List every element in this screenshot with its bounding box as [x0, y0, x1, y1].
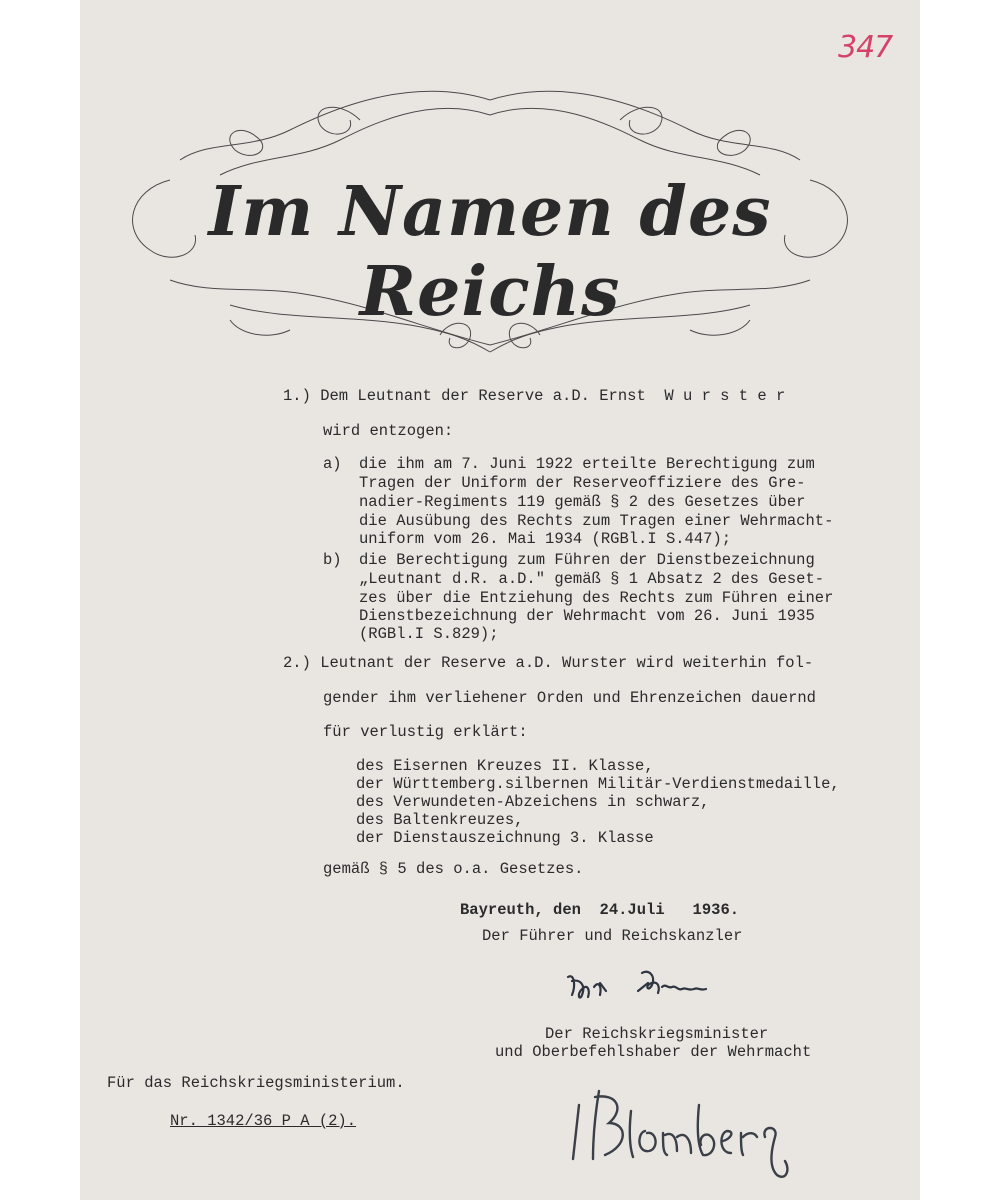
heading-title: Im Namen des Reichs [208, 172, 772, 332]
decoration-item: des Eisernen Kreuzes II. Klasse, [356, 757, 654, 775]
item-b-line: (RGBl.I S.829); [359, 625, 499, 643]
decoration-item: des Verwundeten-Abzeichens in schwarz, [356, 793, 710, 811]
section1-intro: 1.) Dem Leutnant der Reserve a.D. Ernst W u r s t e r [283, 387, 786, 405]
reference-number: Nr. 1342/36 P A (2). [170, 1112, 357, 1130]
decoration-item: der Württemberg.silbernen Militär-Verdienstmedaille, [356, 775, 840, 793]
decoration-item: des Baltenkreuzes, [356, 811, 524, 829]
item-a-line: die Ausübung des Rechts zum Tragen einer Wehrmacht- [359, 512, 834, 530]
signatory1-title: Der Führer und Reichskanzler [482, 927, 743, 945]
calligraphic-heading [110, 80, 870, 360]
section1-revoked-label: wird entzogen: [323, 422, 454, 440]
item-a-line: uniform vom 26. Mai 1934 (RGBl.I S.447); [359, 530, 732, 548]
legal-basis: gemäß § 5 des o.a. Gesetzes. [323, 860, 584, 878]
item-b-line: Dienstbezeichnung der Wehrmacht vom 26. Juni 1935 [359, 607, 815, 625]
item-a-line: nadier-Regiments 119 gemäß § 2 des Gesetzes über [359, 493, 806, 511]
item-b-line: „Leutnant d.R. a.D." gemäß § 1 Absatz 2 des Geset- [359, 570, 825, 588]
item-a-line: die ihm am 7. Juni 1922 erteilte Berechtigung zum [359, 455, 815, 473]
item-a-line: Tragen der Uniform der Reserveoffiziere des Gre- [359, 474, 806, 492]
section2-line: für verlustig erklärt: [323, 723, 528, 741]
page-number: 347 [838, 30, 893, 65]
signature-fuehrer [560, 955, 740, 1015]
place-date: Bayreuth, den 24.Juli 1936. [460, 901, 740, 919]
item-b-label: b) [323, 551, 342, 569]
decoration-item: der Dienstauszeichnung 3. Klasse [356, 829, 654, 847]
item-a-label: a) [323, 455, 342, 473]
signatory2-title: und Oberbefehlshaber der Wehrmacht [495, 1043, 812, 1061]
signatory2-title: Der Reichskriegsminister [545, 1025, 769, 1043]
section2-line: gender ihm verliehener Orden und Ehrenzeichen dauernd [323, 689, 816, 707]
item-b-line: die Berechtigung zum Führen der Dienstbezeichnung [359, 551, 815, 569]
signature-blomberg [565, 1075, 845, 1185]
item-b-line: zes über die Entziehung des Rechts zum Führen einer [359, 589, 834, 607]
section2-intro: 2.) Leutnant der Reserve a.D. Wurster wird weiterhin fol- [283, 654, 814, 672]
ministry-line: Für das Reichskriegsministerium. [107, 1074, 405, 1092]
